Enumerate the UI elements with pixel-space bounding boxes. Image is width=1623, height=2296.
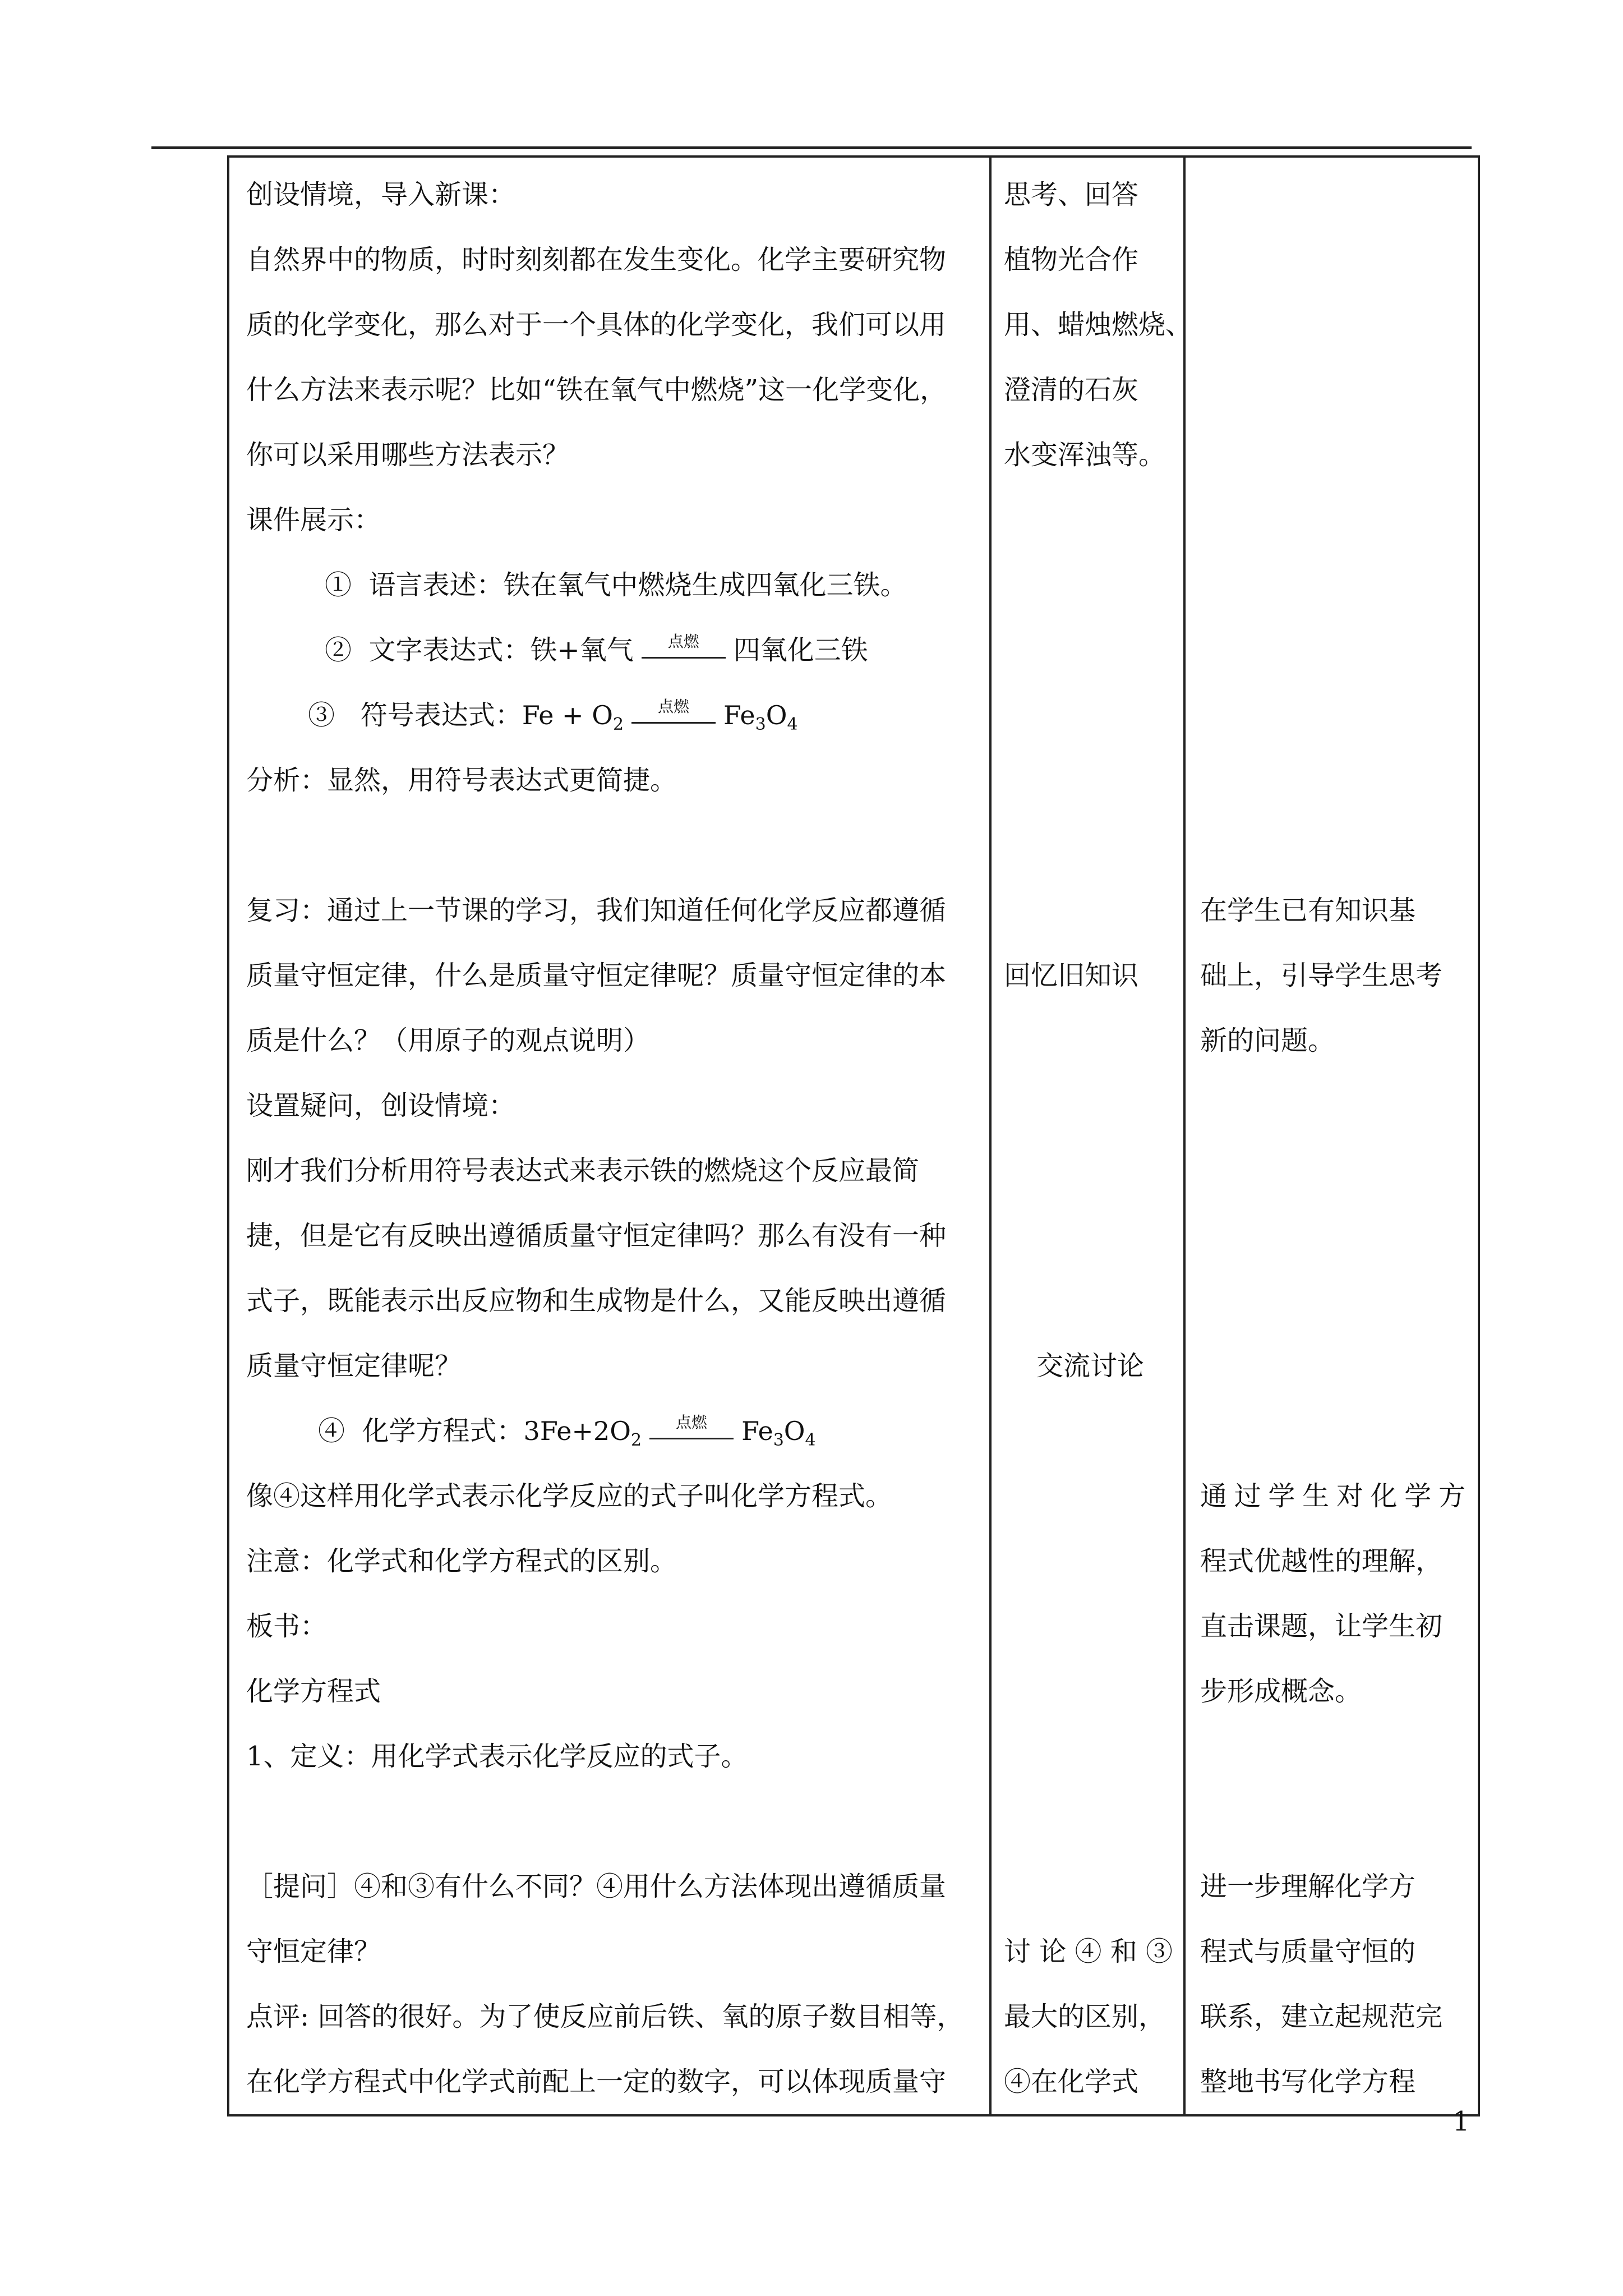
equation-right: O xyxy=(783,1416,805,1446)
subscript: 2 xyxy=(630,1430,642,1451)
condition-bar xyxy=(631,722,716,724)
subscript: 3 xyxy=(773,1430,784,1451)
teacher-activity-cell xyxy=(228,157,990,2115)
item-text: 语言表述：铁在氧气中燃烧生成四氧化三铁。 xyxy=(368,569,907,601)
word-equation-right: 四氧化三铁 xyxy=(733,634,868,666)
word-equation-left: 文字表达式：铁+氧气 xyxy=(368,634,634,666)
text-line: 你可以采用哪些方法表示？ xyxy=(246,439,570,471)
text-line: 质量守恒定律呢？ xyxy=(246,1350,462,1382)
text-line: 水变浑浊等。 xyxy=(1004,439,1166,471)
lesson-table xyxy=(227,155,1480,2116)
text-line: 点评: 回答的很好。为了使反应前后铁、氧的原子数目相等， xyxy=(246,2001,964,2032)
text-line: 复习：通过上一节课的学习，我们知道任何化学反应都遵循 xyxy=(246,895,947,926)
text-line: 板书： xyxy=(246,1611,328,1642)
text-line: 课件展示： xyxy=(246,504,381,536)
equation-right: O xyxy=(766,700,787,730)
text-line: 植物光合作 xyxy=(1004,244,1139,275)
item-number: ③ xyxy=(308,700,335,731)
text-line: 回忆旧知识 xyxy=(1004,960,1139,991)
reaction-condition: 点燃 xyxy=(667,632,699,651)
courseware-item-1 xyxy=(246,553,979,618)
text-line: 捷，但是它有反映出遵循质量守恒定律吗？那么有没有一种 xyxy=(246,1220,947,1251)
subscript: 4 xyxy=(787,715,798,735)
text-line: 质的化学变化，那么对于一个具体的化学变化，我们可以用 xyxy=(246,309,947,341)
item-label: 符号表达式： xyxy=(360,700,522,731)
design-intent-cell xyxy=(1184,157,1479,2115)
text-line: 思考、回答 xyxy=(1004,179,1139,210)
text-line: 进一步理解化学方 xyxy=(1200,1871,1416,1902)
text-line: 注意：化学式和化学方程式的区别。 xyxy=(246,1545,677,1577)
text-line: 自然界中的物质，时时刻刻都在发生变化。化学主要研究物 xyxy=(246,244,947,275)
design-intent-text xyxy=(1186,158,1478,2114)
text-line: ④在化学式 xyxy=(1004,2066,1139,2097)
text-line: 守恒定律？ xyxy=(246,1936,381,1967)
text-line: 新的问题。 xyxy=(1200,1025,1335,1056)
reaction-condition: 点燃 xyxy=(658,697,690,716)
reaction-condition-arrow xyxy=(649,1413,734,1444)
text-line: 联系，建立起规范完 xyxy=(1200,2001,1443,2032)
text-line: 直击课题，让学生初 xyxy=(1200,1611,1443,1642)
text-line: 程式与质量守恒的 xyxy=(1200,1936,1416,1967)
text-line: 设置疑问，创设情境： xyxy=(246,1090,516,1121)
condition-bar xyxy=(649,1438,734,1439)
condition-bar xyxy=(642,657,726,659)
item-label: 化学方程式： xyxy=(362,1415,524,1447)
student-activity-cell xyxy=(990,157,1193,2115)
table-row xyxy=(228,157,1479,2115)
text-line: 步形成概念。 xyxy=(1200,1676,1362,1707)
courseware-item-3 xyxy=(246,683,979,748)
text-line: 最大的区别， xyxy=(1004,2001,1166,2032)
page-number: 1 xyxy=(1453,2106,1470,2137)
text-line: 程式优越性的理解， xyxy=(1200,1545,1443,1577)
text-line: 刚才我们分析用符号表达式来表示铁的燃烧这个反应最简 xyxy=(246,1155,920,1186)
blank-line xyxy=(246,813,979,878)
reaction-condition-arrow xyxy=(642,632,726,664)
item-number: ④ xyxy=(318,1415,345,1447)
text-line: 化学方程式 xyxy=(246,1676,381,1707)
equation-right: Fe xyxy=(741,1416,773,1446)
equation-left: Fe + O xyxy=(522,700,613,730)
header-rule xyxy=(151,146,1472,149)
equation-right: Fe xyxy=(723,700,755,730)
teacher-activity-text xyxy=(229,158,989,2114)
subscript: 3 xyxy=(755,715,766,735)
text-line: 分析：显然，用符号表达式更简捷。 xyxy=(246,765,677,796)
text-line: 质量守恒定律，什么是质量守恒定律呢？质量守恒定律的本 xyxy=(246,960,947,991)
reaction-condition-arrow xyxy=(631,697,716,729)
blank-line xyxy=(246,1789,979,1854)
text-line: 创设情境，导入新课： xyxy=(246,179,516,210)
courseware-item-2 xyxy=(246,618,979,683)
text-line: 整地书写化学方程 xyxy=(1200,2066,1416,2097)
text-line: 在化学方程式中化学式前配上一定的数字，可以体现质量守 xyxy=(246,2066,947,2097)
student-activity-text xyxy=(992,158,1193,2114)
chemical-equation xyxy=(523,1413,816,1451)
text-line: 交流讨论 xyxy=(1036,1350,1144,1382)
equation-left: 3Fe+2O xyxy=(523,1416,631,1446)
text-line: 讨 论 ④ 和 ③ xyxy=(1004,1936,1173,1967)
text-line: 什么方法来表示呢？比如“铁在氧气中燃烧”这一化学变化， xyxy=(246,374,947,406)
text-line: 通过学生对化学方 xyxy=(1200,1480,1465,1512)
text-line: 用、蜡烛燃烧、 xyxy=(1004,309,1193,341)
subscript: 2 xyxy=(612,715,624,735)
text-line: 质是什么？（用原子的观点说明） xyxy=(246,1025,651,1056)
item-number: ① xyxy=(325,569,352,601)
text-line: 式子，既能表示出反应物和生成物是什么，又能反映出遵循 xyxy=(246,1285,947,1317)
text-line: 在学生已有知识基 xyxy=(1200,895,1416,926)
symbol-equation xyxy=(522,697,798,735)
subscript: 4 xyxy=(805,1430,816,1451)
text-line: 澄清的石灰 xyxy=(1004,374,1139,406)
item-number: ② xyxy=(325,634,352,666)
text-line: 1、定义：用化学式表示化学反应的式子。 xyxy=(246,1741,748,1772)
reaction-condition: 点燃 xyxy=(676,1413,708,1432)
text-line: 像④这样用化学式表示化学反应的式子叫化学方程式。 xyxy=(246,1480,893,1512)
text-line: ［提问］④和③有什么不同？④用什么方法体现出遵循质量 xyxy=(246,1871,947,1902)
chemical-equation-line xyxy=(246,1398,979,1464)
text-line: 础上，引导学生思考 xyxy=(1200,960,1443,991)
